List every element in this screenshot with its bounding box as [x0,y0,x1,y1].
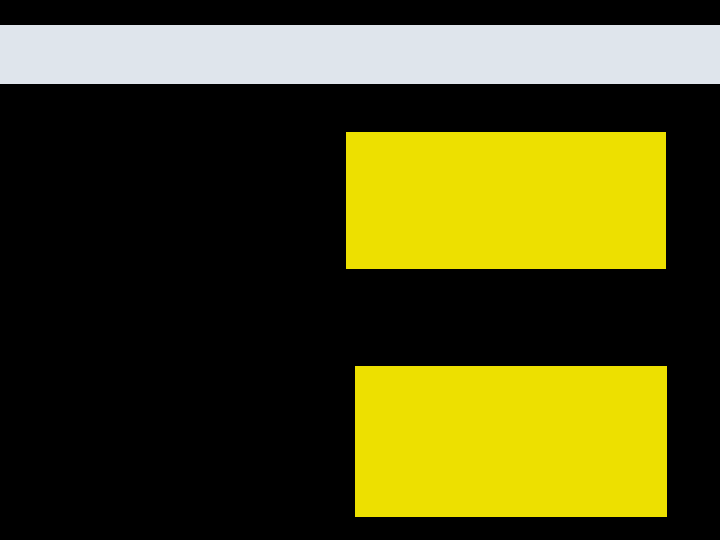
title-bar [0,25,720,84]
atom-diagrams-top [346,132,666,269]
valence-electrons-figure [346,132,666,269]
atom-diagrams-bottom [355,366,667,517]
group-14-figure [355,366,667,517]
